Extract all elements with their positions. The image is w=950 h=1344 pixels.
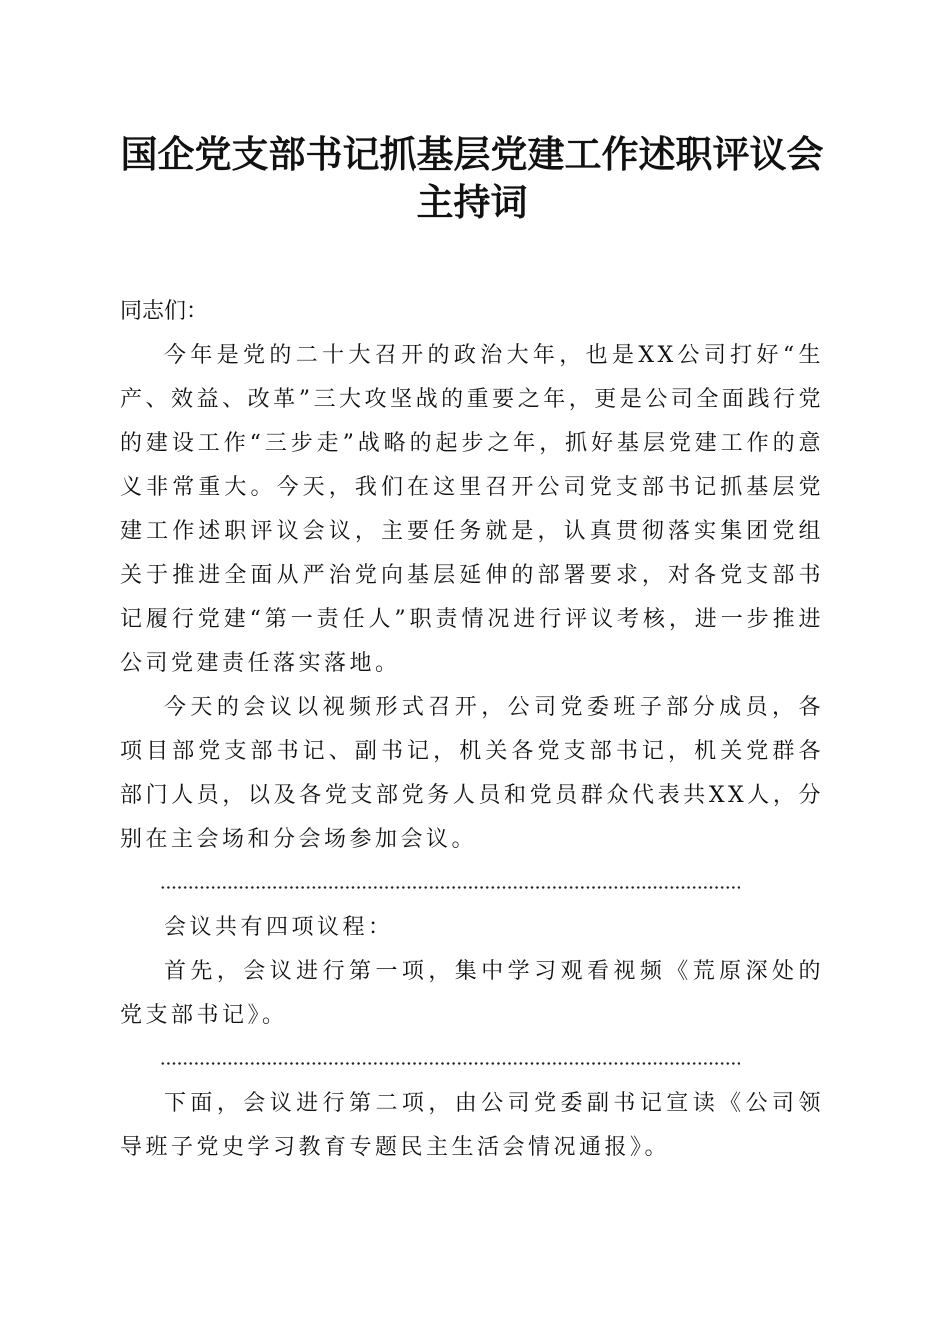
- dotted-line: [160, 1062, 740, 1065]
- paragraph-agenda-item-2: 下面，会议进行第二项，由公司党委副书记宣读《公司领导班子党史学习教育专题民主生活会情况通报》。: [120, 1091, 824, 1160]
- paragraph-opening: 今年是党的二十大召开的政治大年，也是XX公司打好“生产、效益、改革”三大攻坚战的重要之年，更是公司全面践行党的建设工作“三步走”战略的起步之年，抓好基层党建工作的意义非常重大。今天，我们在这里召开公司党支部书记抓基层党建工作述职评议会议，主要任务就是，认真贯彻落实集团党组关于推进全面从严治党向基层延伸的部署要求，对各党支部书记履行党建“第一责任人”职责情况进行评议考核，进一步推进公司党建责任落实落地。: [120, 343, 824, 676]
- dotted-line: [160, 886, 740, 889]
- ellipsis-divider: [120, 1038, 824, 1082]
- paragraph-attendees: 今天的会议以视频形式召开，公司党委班子部分成员，各项目部党支部书记、副书记，机关各党支部书记，机关党群各部门人员，以及各党支部党务人员和党员群众代表共XX人，分别在主会场和分会场参加会议。: [120, 695, 824, 852]
- salutation: 同志们：: [120, 299, 209, 324]
- document-page: [120, 130, 824, 1170]
- paragraph-agenda-item-1: 首先，会议进行第一项，集中学习观看视频《荒原深处的党支部书记》。: [120, 959, 824, 1028]
- document-title: 国企党支部书记抓基层党建工作述职评议会主持词: [120, 132, 824, 224]
- ellipsis-divider: [120, 862, 824, 906]
- paragraph-agenda-intro: 会议共有四项议程：: [164, 915, 394, 940]
